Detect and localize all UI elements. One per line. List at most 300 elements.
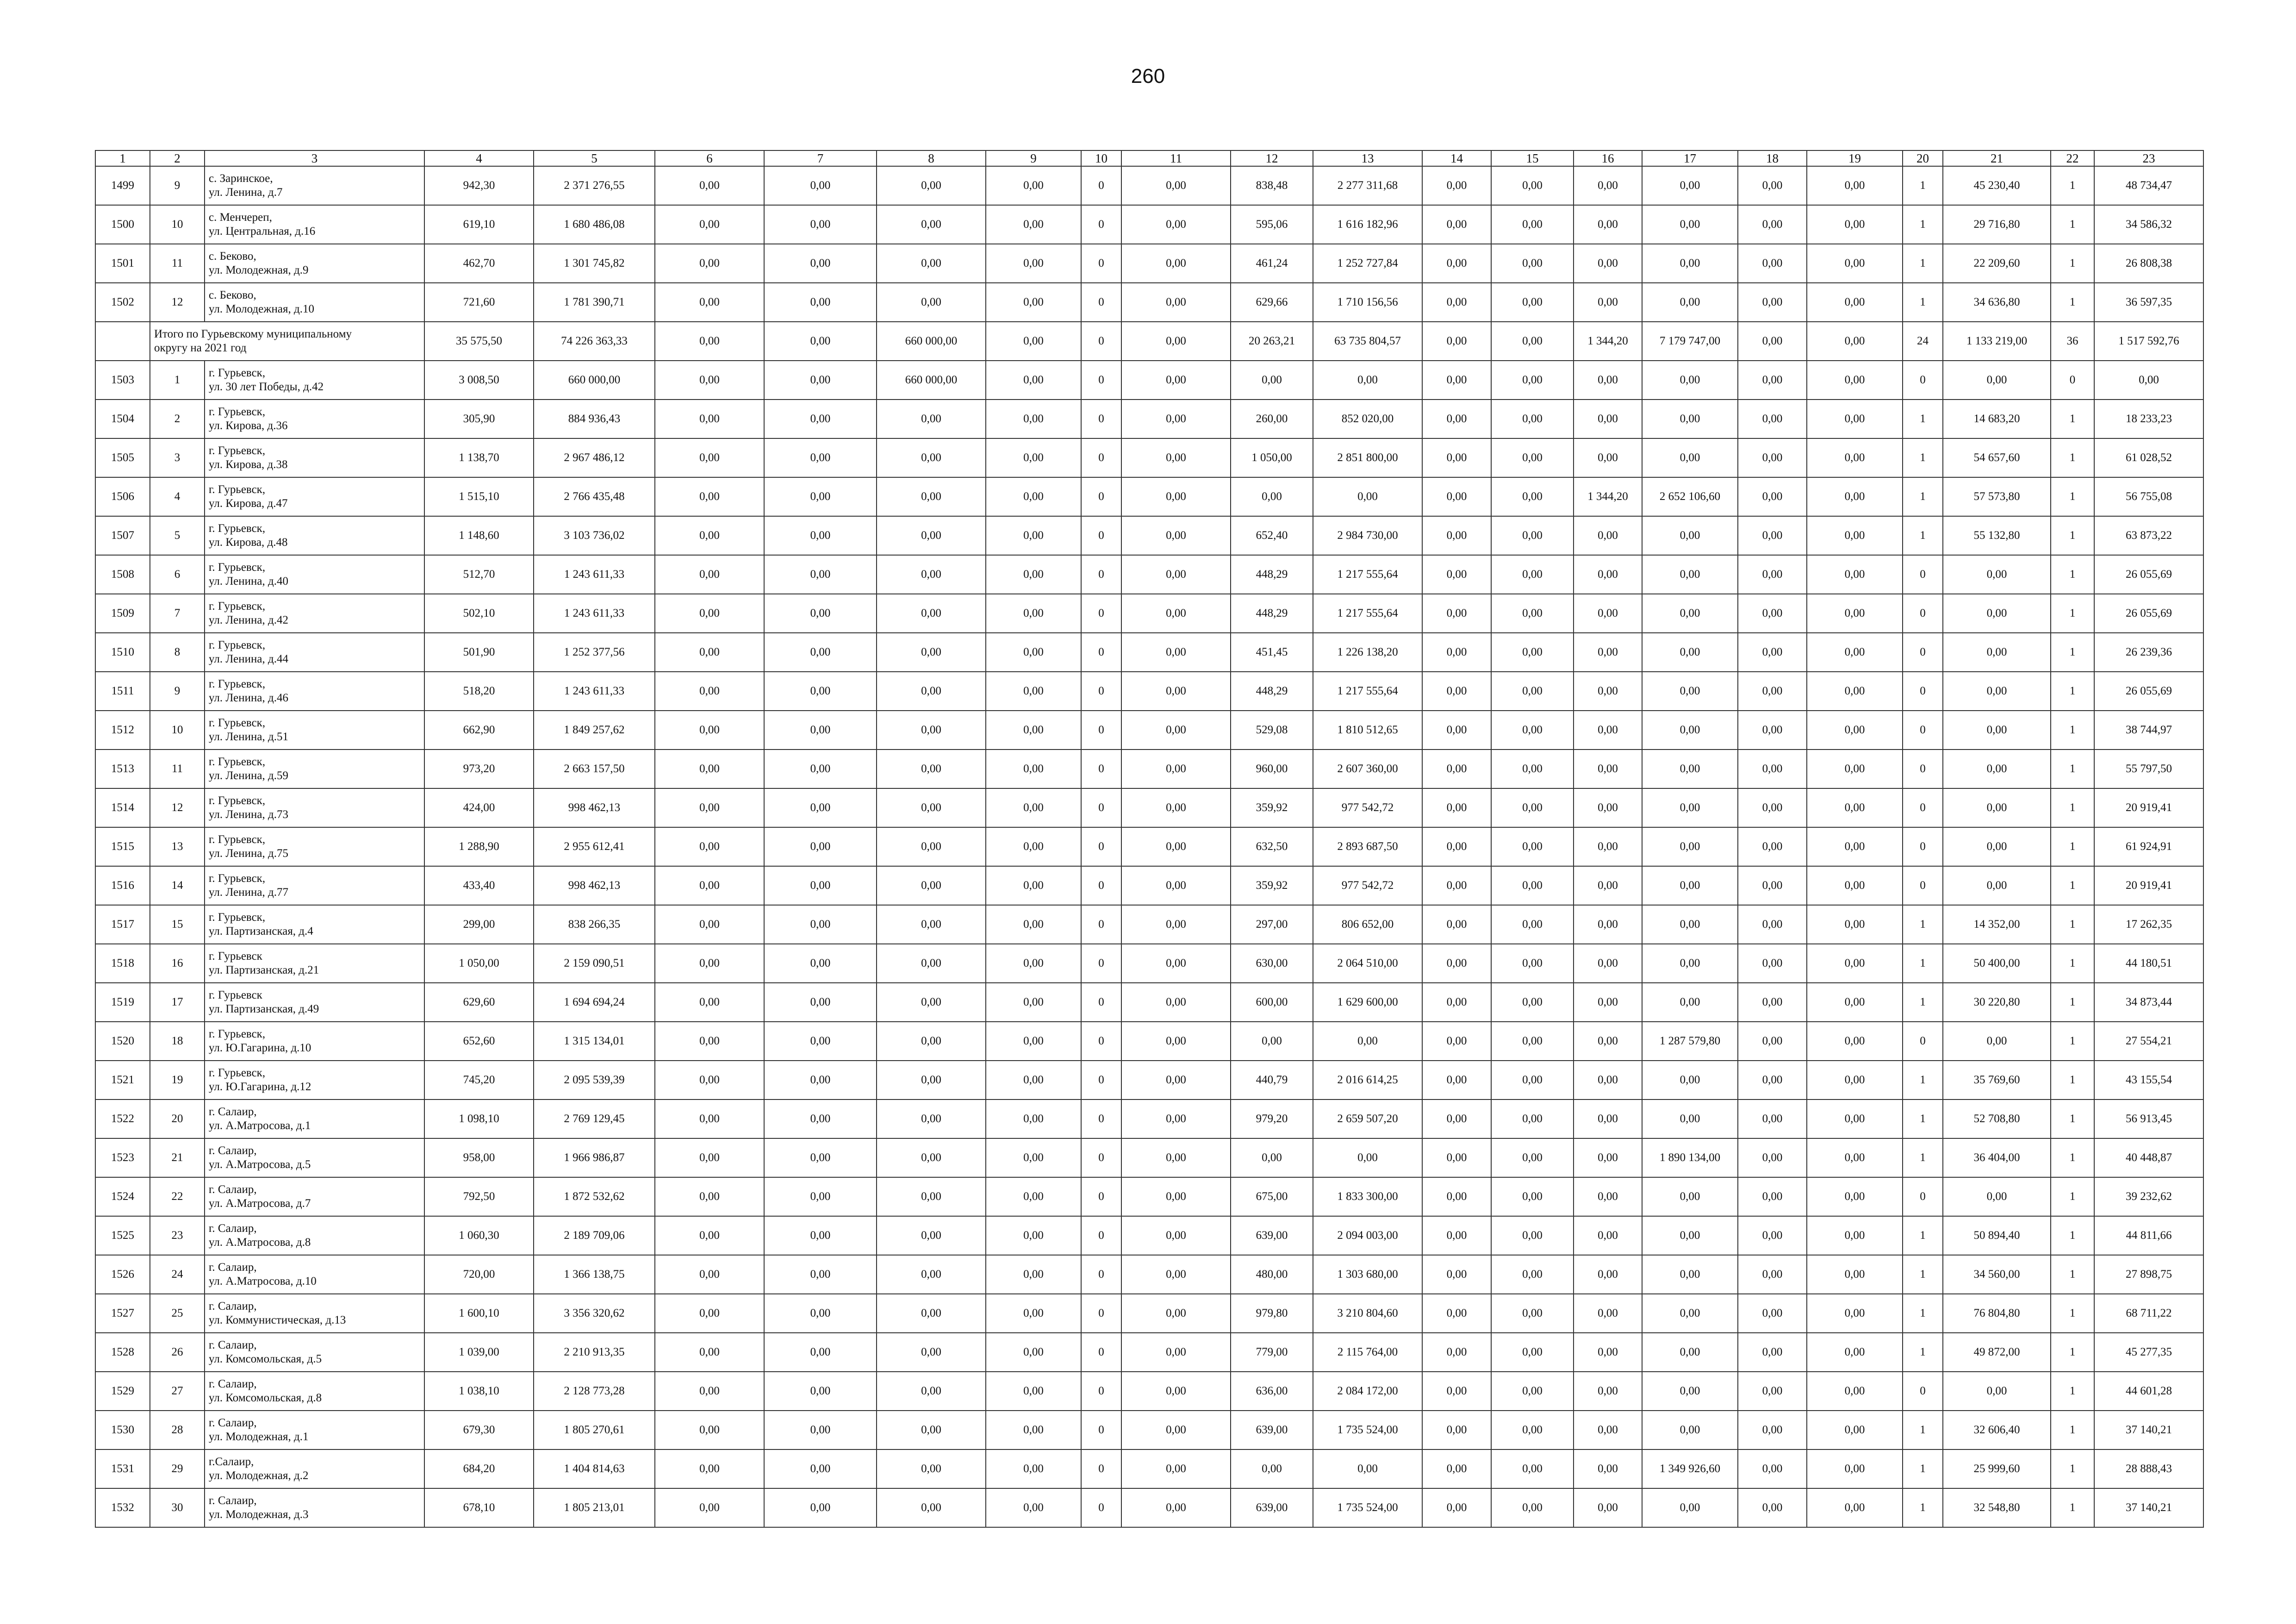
table-row	[95, 905, 2203, 944]
table-row	[95, 1449, 2203, 1488]
value-cell: 0,00	[764, 827, 877, 866]
value-cell: 3 356 320,62	[534, 1294, 655, 1333]
value-cell: 24	[1903, 322, 1943, 361]
value-cell: 0,00	[1738, 244, 1807, 283]
value-cell: 0,00	[877, 594, 986, 633]
value-cell: 838 266,35	[534, 905, 655, 944]
value-cell: 26 055,69	[2094, 672, 2203, 711]
value-cell: 0,00	[1642, 866, 1738, 905]
row-sequence: 11	[150, 750, 205, 788]
value-cell: 1 217 555,64	[1313, 672, 1422, 711]
value-cell: 0,00	[1574, 400, 1642, 438]
value-cell: 3 008,50	[424, 361, 534, 400]
value-cell: 0,00	[1738, 1138, 1807, 1177]
value-cell: 0,00	[764, 1216, 877, 1255]
row-number: 1500	[95, 205, 150, 244]
value-cell: 0	[1903, 555, 1943, 594]
value-cell: 0,00	[655, 1099, 764, 1138]
address-line: г. Гурьевск,	[209, 444, 266, 457]
value-cell: 0,00	[1738, 1449, 1807, 1488]
value-cell: 0,00	[1943, 1177, 2051, 1216]
value-cell: 0,00	[764, 1411, 877, 1449]
address	[205, 866, 424, 905]
address-line: г. Гурьевск,	[209, 600, 266, 613]
value-cell: 0,00	[1807, 1294, 1903, 1333]
value-cell: 1	[2051, 438, 2094, 477]
value-cell: 0,00	[764, 244, 877, 283]
value-cell: 1 148,60	[424, 516, 534, 555]
value-cell: 0,00	[1422, 1138, 1491, 1177]
row-sequence: 21	[150, 1138, 205, 1177]
value-cell: 0,00	[1121, 905, 1231, 944]
column-header: 4	[424, 150, 534, 166]
value-cell: 0,00	[655, 438, 764, 477]
value-cell: 0,00	[1807, 1333, 1903, 1372]
row-sequence: 29	[150, 1449, 205, 1488]
value-cell: 0,00	[1574, 1138, 1642, 1177]
value-cell: 0,00	[1807, 750, 1903, 788]
value-cell: 0,00	[1642, 400, 1738, 438]
value-cell: 0	[1081, 827, 1121, 866]
value-cell: 0,00	[1807, 1411, 1903, 1449]
value-cell: 0,00	[1491, 555, 1574, 594]
value-cell: 0,00	[764, 438, 877, 477]
value-cell: 0,00	[655, 1294, 764, 1333]
value-cell: 448,29	[1231, 672, 1313, 711]
value-cell: 35 769,60	[1943, 1061, 2051, 1099]
value-cell: 0,00	[1491, 750, 1574, 788]
value-cell: 0,00	[1422, 905, 1491, 944]
value-cell: 1	[1903, 516, 1943, 555]
value-cell: 0,00	[877, 1255, 986, 1294]
table-row	[95, 244, 2203, 283]
value-cell: 0,00	[986, 516, 1081, 555]
value-cell: 1	[2051, 594, 2094, 633]
row-sequence: 15	[150, 905, 205, 944]
value-cell: 1 243 611,33	[534, 555, 655, 594]
value-cell: 0,00	[1738, 322, 1807, 361]
value-cell: 1	[2051, 1255, 2094, 1294]
value-cell: 0,00	[1642, 750, 1738, 788]
value-cell: 662,90	[424, 711, 534, 750]
value-cell: 0	[1081, 672, 1121, 711]
value-cell: 0,00	[1642, 283, 1738, 322]
value-cell: 1 833 300,00	[1313, 1177, 1422, 1216]
value-cell: 0,00	[877, 516, 986, 555]
value-cell: 0	[1081, 1294, 1121, 1333]
value-cell: 0,00	[764, 594, 877, 633]
address	[205, 1138, 424, 1177]
value-cell: 299,00	[424, 905, 534, 944]
value-cell: 0,00	[986, 1061, 1081, 1099]
value-cell: 2 851 800,00	[1313, 438, 1422, 477]
value-cell: 1 517 592,76	[2094, 322, 2203, 361]
value-cell: 0,00	[1807, 866, 1903, 905]
value-cell: 0,00	[1491, 711, 1574, 750]
value-cell: 2 769 129,45	[534, 1099, 655, 1138]
value-cell: 678,10	[424, 1488, 534, 1527]
value-cell: 1 344,20	[1574, 477, 1642, 516]
value-cell: 0,00	[1121, 477, 1231, 516]
value-cell: 0,00	[764, 516, 877, 555]
row-number: 1525	[95, 1216, 150, 1255]
value-cell: 0,00	[1313, 1022, 1422, 1061]
table-row	[95, 750, 2203, 788]
value-cell: 838,48	[1231, 166, 1313, 205]
value-cell: 2 128 773,28	[534, 1372, 655, 1411]
value-cell: 1	[2051, 1177, 2094, 1216]
address-line: г. Гурьевск,	[209, 483, 266, 496]
value-cell: 0,00	[1574, 1488, 1642, 1527]
value-cell: 0,00	[1642, 983, 1738, 1022]
value-cell: 0,00	[986, 1177, 1081, 1216]
value-cell: 0,00	[764, 1255, 877, 1294]
table-row	[95, 166, 2203, 205]
value-cell: 0,00	[1738, 166, 1807, 205]
value-cell: 0,00	[1121, 594, 1231, 633]
value-cell: 0,00	[1574, 1177, 1642, 1216]
address-line: ул. Центральная, д.16	[209, 225, 316, 238]
value-cell: 0,00	[764, 905, 877, 944]
value-cell: 50 400,00	[1943, 944, 2051, 983]
value-cell: 0,00	[764, 711, 877, 750]
value-cell: 0,00	[986, 672, 1081, 711]
address	[205, 1449, 424, 1488]
column-header: 3	[205, 150, 424, 166]
value-cell: 501,90	[424, 633, 534, 672]
value-cell: 27 898,75	[2094, 1255, 2203, 1294]
value-cell: 359,92	[1231, 788, 1313, 827]
value-cell: 0	[1903, 866, 1943, 905]
value-cell: 20 919,41	[2094, 866, 2203, 905]
value-cell: 27 554,21	[2094, 1022, 2203, 1061]
value-cell: 297,00	[1231, 905, 1313, 944]
value-cell: 0	[1081, 788, 1121, 827]
value-cell: 0,00	[877, 1294, 986, 1333]
table-row	[95, 361, 2203, 400]
value-cell: 1	[2051, 1138, 2094, 1177]
address	[205, 788, 424, 827]
value-cell: 0,00	[764, 555, 877, 594]
value-cell: 1 217 555,64	[1313, 594, 1422, 633]
value-cell: 1	[1903, 1294, 1943, 1333]
address-line: с. Беково,	[209, 250, 256, 263]
value-cell: 0,00	[1491, 1372, 1574, 1411]
value-cell: 1 515,10	[424, 477, 534, 516]
column-header: 5	[534, 150, 655, 166]
value-cell: 0,00	[1807, 944, 1903, 983]
row-number: 1521	[95, 1061, 150, 1099]
value-cell: 0,00	[1574, 944, 1642, 983]
value-cell: 0	[1081, 166, 1121, 205]
value-cell: 1	[1903, 244, 1943, 283]
value-cell: 0,00	[1121, 205, 1231, 244]
value-cell: 0,00	[1807, 477, 1903, 516]
value-cell: 0,00	[1121, 827, 1231, 866]
row-sequence: 22	[150, 1177, 205, 1216]
column-header: 2	[150, 150, 205, 166]
value-cell: 0	[1081, 983, 1121, 1022]
address-line: ул. Ленина, д.7	[209, 186, 283, 199]
table-row	[95, 1138, 2203, 1177]
row-number: 1508	[95, 555, 150, 594]
value-cell: 0,00	[986, 983, 1081, 1022]
value-cell: 0,00	[1642, 633, 1738, 672]
value-cell: 0,00	[1574, 438, 1642, 477]
value-cell: 0,00	[1807, 905, 1903, 944]
value-cell: 960,00	[1231, 750, 1313, 788]
value-cell: 0,00	[986, 1333, 1081, 1372]
value-cell: 0,00	[1642, 905, 1738, 944]
value-cell: 0,00	[655, 1372, 764, 1411]
address	[205, 400, 424, 438]
address	[205, 283, 424, 322]
value-cell: 0,00	[877, 672, 986, 711]
address	[205, 905, 424, 944]
address	[205, 516, 424, 555]
value-cell: 1	[1903, 1216, 1943, 1255]
value-cell: 0,00	[986, 944, 1081, 983]
value-cell: 0,00	[1491, 1294, 1574, 1333]
value-cell: 0,00	[1642, 711, 1738, 750]
address-line: ул. А.Матросова, д.10	[209, 1275, 317, 1288]
value-cell: 2 277 311,68	[1313, 166, 1422, 205]
value-cell: 0,00	[877, 788, 986, 827]
value-cell: 0,00	[877, 1061, 986, 1099]
row-number: 1518	[95, 944, 150, 983]
value-cell: 0,00	[1738, 283, 1807, 322]
row-sequence: 16	[150, 944, 205, 983]
value-cell: 34 560,00	[1943, 1255, 2051, 1294]
value-cell: 0,00	[986, 1216, 1081, 1255]
value-cell: 54 657,60	[1943, 438, 2051, 477]
value-cell: 0,00	[986, 166, 1081, 205]
value-cell: 0,00	[655, 788, 764, 827]
address	[205, 633, 424, 672]
address	[205, 1488, 424, 1527]
value-cell: 0,00	[1422, 244, 1491, 283]
value-cell: 1	[2051, 633, 2094, 672]
value-cell: 998 462,13	[534, 788, 655, 827]
value-cell: 0,00	[1422, 205, 1491, 244]
value-cell: 0,00	[1491, 1061, 1574, 1099]
value-cell: 37 140,21	[2094, 1488, 2203, 1527]
value-cell: 1	[2051, 1372, 2094, 1411]
value-cell: 0,00	[1491, 1449, 1574, 1488]
value-cell: 0,00	[764, 866, 877, 905]
column-header: 22	[2051, 150, 2094, 166]
value-cell: 1	[2051, 1216, 2094, 1255]
value-cell: 942,30	[424, 166, 534, 205]
value-cell: 0,00	[877, 1411, 986, 1449]
value-cell: 660 000,00	[534, 361, 655, 400]
value-cell: 0,00	[1491, 283, 1574, 322]
value-cell: 0,00	[1943, 633, 2051, 672]
value-cell: 0	[1081, 477, 1121, 516]
data-table	[95, 150, 2204, 1528]
row-number: 1501	[95, 244, 150, 283]
value-cell: 462,70	[424, 244, 534, 283]
table-row	[95, 1061, 2203, 1099]
value-cell: 0,00	[1738, 944, 1807, 983]
value-cell: 679,30	[424, 1411, 534, 1449]
value-cell: 1 710 156,56	[1313, 283, 1422, 322]
value-cell: 0,00	[1642, 1372, 1738, 1411]
value-cell: 1	[1903, 1488, 1943, 1527]
value-cell: 0,00	[1422, 711, 1491, 750]
value-cell: 0,00	[1943, 750, 2051, 788]
row-number: 1527	[95, 1294, 150, 1333]
value-cell: 0,00	[655, 555, 764, 594]
value-cell: 0,00	[1738, 1022, 1807, 1061]
value-cell: 0	[1081, 400, 1121, 438]
value-cell: 44 601,28	[2094, 1372, 2203, 1411]
address-line: г. Салаир,	[209, 1494, 257, 1507]
address	[205, 1411, 424, 1449]
address-line: г. Салаир,	[209, 1339, 257, 1352]
row-number: 1515	[95, 827, 150, 866]
value-cell: 0,00	[655, 594, 764, 633]
table-row	[95, 866, 2203, 905]
value-cell: 0	[1081, 1061, 1121, 1099]
value-cell: 38 744,97	[2094, 711, 2203, 750]
value-cell: 0,00	[1422, 827, 1491, 866]
address	[205, 1255, 424, 1294]
address-line: ул. Ленина, д.42	[209, 614, 288, 627]
value-cell: 0,00	[1738, 1099, 1807, 1138]
value-cell: 0,00	[1491, 516, 1574, 555]
value-cell: 0,00	[986, 1255, 1081, 1294]
value-cell: 0,00	[877, 827, 986, 866]
value-cell: 1	[1903, 1333, 1943, 1372]
value-cell: 0,00	[1738, 477, 1807, 516]
value-cell: 0	[1081, 1138, 1121, 1177]
value-cell: 1 966 986,87	[534, 1138, 655, 1177]
value-cell: 0,00	[1422, 1449, 1491, 1488]
value-cell: 632,50	[1231, 827, 1313, 866]
value-cell: 0	[1903, 594, 1943, 633]
value-cell: 0	[1903, 633, 1943, 672]
value-cell: 0,00	[655, 1177, 764, 1216]
value-cell: 0,00	[986, 1138, 1081, 1177]
address-line: ул. Ленина, д.51	[209, 731, 288, 743]
value-cell: 600,00	[1231, 983, 1313, 1022]
value-cell: 0,00	[764, 1449, 877, 1488]
value-cell: 0,00	[1807, 1022, 1903, 1061]
value-cell: 0,00	[986, 788, 1081, 827]
value-cell: 0,00	[655, 1449, 764, 1488]
value-cell: 0,00	[1491, 1488, 1574, 1527]
value-cell: 1 133 219,00	[1943, 322, 2051, 361]
address-line: ул. Ленина, д.40	[209, 575, 288, 588]
value-cell: 0,00	[1121, 1216, 1231, 1255]
value-cell: 1 404 814,63	[534, 1449, 655, 1488]
value-cell: 56 755,08	[2094, 477, 2203, 516]
value-cell: 0,00	[1807, 1177, 1903, 1216]
row-sequence: 12	[150, 283, 205, 322]
column-header: 23	[2094, 150, 2203, 166]
row-number: 1506	[95, 477, 150, 516]
row-sequence: 25	[150, 1294, 205, 1333]
value-cell: 806 652,00	[1313, 905, 1422, 944]
column-header: 10	[1081, 150, 1121, 166]
value-cell: 0,00	[1491, 594, 1574, 633]
value-cell: 0	[1081, 1372, 1121, 1411]
column-header: 15	[1491, 150, 1574, 166]
row-number: 1519	[95, 983, 150, 1022]
value-cell: 0,00	[655, 1488, 764, 1527]
table-row	[95, 983, 2203, 1022]
value-cell: 0	[1081, 1255, 1121, 1294]
table-row	[95, 711, 2203, 750]
value-cell: 0,00	[764, 205, 877, 244]
value-cell: 0,00	[655, 322, 764, 361]
value-cell: 2 115 764,00	[1313, 1333, 1422, 1372]
value-cell: 0,00	[1738, 1333, 1807, 1372]
column-header: 20	[1903, 150, 1943, 166]
value-cell: 0,00	[986, 633, 1081, 672]
value-cell: 0,00	[1491, 672, 1574, 711]
value-cell: 675,00	[1231, 1177, 1313, 1216]
value-cell: 0,00	[986, 477, 1081, 516]
value-cell: 0	[1081, 1099, 1121, 1138]
value-cell: 0,00	[655, 1138, 764, 1177]
value-cell: 652,40	[1231, 516, 1313, 555]
value-cell: 0,00	[1642, 1216, 1738, 1255]
row-sequence: 2	[150, 400, 205, 438]
value-cell: 0,00	[1738, 827, 1807, 866]
value-cell: 0	[1081, 205, 1121, 244]
address	[205, 672, 424, 711]
row-sequence: 9	[150, 672, 205, 711]
address-line: г. Гурьевск,	[209, 756, 266, 768]
value-cell: 0,00	[1422, 983, 1491, 1022]
value-cell: 1	[2051, 1411, 2094, 1449]
address-line: г. Гурьевск,	[209, 794, 266, 807]
row-sequence: 18	[150, 1022, 205, 1061]
value-cell: 0,00	[1491, 244, 1574, 283]
value-cell: 0,00	[1491, 983, 1574, 1022]
value-cell: 0,00	[986, 1411, 1081, 1449]
address-line: г. Гурьевск,	[209, 833, 266, 846]
value-cell: 26 055,69	[2094, 555, 2203, 594]
value-cell: 0,00	[1738, 205, 1807, 244]
table-row	[95, 205, 2203, 244]
value-cell: 0,00	[1574, 1294, 1642, 1333]
value-cell: 3 103 736,02	[534, 516, 655, 555]
address-line: г. Гурьевск,	[209, 1067, 266, 1080]
value-cell: 0	[1081, 711, 1121, 750]
value-cell: 34 636,80	[1943, 283, 2051, 322]
row-number: 1499	[95, 166, 150, 205]
address-line: г. Салаир,	[209, 1417, 257, 1430]
value-cell: 0,00	[764, 1022, 877, 1061]
value-cell: 1	[2051, 788, 2094, 827]
value-cell: 0,00	[1121, 1061, 1231, 1099]
address-line: г. Гурьевск,	[209, 678, 266, 691]
value-cell: 0,00	[986, 438, 1081, 477]
value-cell: 50 894,40	[1943, 1216, 2051, 1255]
column-header: 8	[877, 150, 986, 166]
value-cell: 0,00	[986, 1372, 1081, 1411]
row-sequence: 27	[150, 1372, 205, 1411]
value-cell: 0,00	[1738, 361, 1807, 400]
value-cell: 0,00	[877, 866, 986, 905]
address-line: ул. Коммунистическая, д.13	[209, 1314, 346, 1327]
value-cell: 1	[1903, 1099, 1943, 1138]
value-cell: 0,00	[1574, 205, 1642, 244]
value-cell: 0	[1081, 866, 1121, 905]
